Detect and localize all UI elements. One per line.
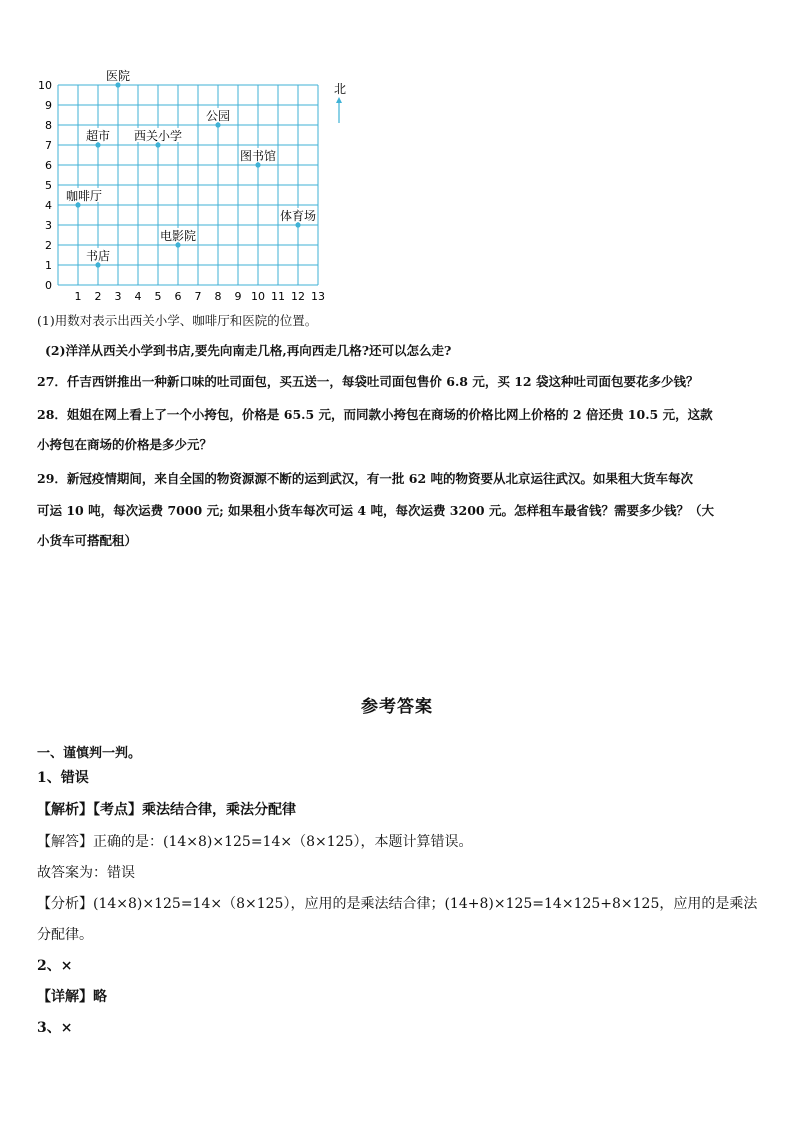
x-tick-label: 13 [311, 290, 325, 303]
answer-2: 2、× [37, 958, 73, 974]
question-29-line-3: 小货车可搭配租） [37, 533, 138, 548]
x-tick-label: 2 [94, 290, 102, 303]
place-point [115, 82, 120, 87]
place-label: 书店 [85, 249, 111, 263]
y-tick-label: 5 [45, 179, 52, 192]
x-tick-label: 10 [251, 290, 265, 303]
y-tick-label: 10 [38, 79, 52, 92]
answer-1-note-line-2: 分配律。 [37, 927, 93, 943]
x-tick-label: 6 [174, 290, 182, 303]
answer-section-title: 参考答案 [361, 697, 433, 717]
place-label: 电影院 [159, 229, 197, 243]
y-tick-label: 7 [45, 139, 52, 152]
y-tick-label: 1 [45, 259, 52, 272]
x-tick-label: 11 [271, 290, 285, 303]
answer-1-analysis: 【解析】【考点】乘法结合律，乘法分配律 [37, 802, 296, 818]
north-arrow-head [336, 97, 342, 103]
y-tick-label: 8 [45, 119, 52, 132]
answer-1-conclusion: 故答案为：错误 [37, 865, 135, 881]
place-point [255, 162, 260, 167]
x-tick-label: 12 [291, 290, 305, 303]
answer-1-solution: 【解答】正确的是：(14×8)×125=14×（8×125），本题计算错误。 [37, 834, 473, 850]
place-label: 图书馆 [239, 149, 277, 163]
place-point [95, 142, 100, 147]
place-label: 咖啡厅 [65, 189, 103, 203]
question-26-part-2: (2)洋洋从西关小学到书店,要先向南走几格,再向西走几格?还可以怎么走? [45, 343, 452, 358]
place-point [175, 242, 180, 247]
y-tick-label: 9 [45, 99, 52, 112]
question-29-line-1: 29．新冠疫情期间，来自全国的物资源源不断的运到武汉，有一批 62 吨的物资要从北京运往武汉。如果租大货车每次 [37, 471, 693, 486]
place-points [65, 68, 317, 268]
answer-section-1-heading: 一、谨慎判一判。 [37, 746, 142, 761]
y-tick-label: 0 [45, 279, 52, 292]
place-label: 体育场 [279, 209, 317, 223]
y-tick-label: 4 [45, 199, 52, 212]
place-point [295, 222, 300, 227]
answer-1: 1、错误 [37, 770, 89, 786]
place-point [75, 202, 80, 207]
y-tick-label: 6 [45, 159, 52, 172]
y-tick-label: 3 [45, 219, 52, 232]
north-arrow [334, 82, 346, 123]
place-label: 超市 [85, 129, 111, 143]
question-26-part-1: (1)用数对表示出西关小学、咖啡厅和医院的位置。 [37, 313, 318, 328]
x-tick-label: 7 [194, 290, 202, 303]
place-point [155, 142, 160, 147]
answer-2-detail: 【详解】略 [37, 989, 107, 1005]
question-27: 27．仟吉西饼推出一种新口味的吐司面包，买五送一，每袋吐司面包售价 6.8 元，买 12 袋这种吐司面包要花多少钱？ [37, 374, 699, 389]
question-28-line-2: 小挎包在商场的价格是多少元？ [37, 437, 213, 452]
y-tick-label: 2 [45, 239, 52, 252]
answer-1-note-line-1: 【分析】(14×8)×125=14×（8×125），应用的是乘法结合律；(14+8)×125=14×125+8×125，应用的是乘法 [37, 896, 758, 912]
coordinate-grid [30, 69, 360, 308]
answer-3: 3、× [37, 1020, 73, 1036]
x-tick-label: 5 [154, 290, 162, 303]
x-tick-label: 4 [134, 290, 142, 303]
x-tick-label: 8 [214, 290, 222, 303]
place-point [215, 122, 220, 127]
question-28-line-1: 28．姐姐在网上看上了一个小挎包，价格是 65.5 元，而同款小挎包在商场的价格比网上价格的 2 倍还贵 10.5 元，这款 [37, 407, 713, 422]
y-axis-tick-labels [38, 79, 52, 292]
x-tick-label: 1 [74, 290, 82, 303]
north-label: 北 [334, 82, 347, 96]
x-tick-label: 9 [234, 290, 242, 303]
x-axis-tick-labels [75, 290, 326, 303]
question-29-line-2: 可运 10 吨，每次运费 7000 元; 如果租小货车每次可运 4 吨，每次运费 3200 元。怎样租车最省钱？需要多少钱？（大 [37, 503, 714, 518]
place-point [95, 262, 100, 267]
place-label: 公园 [205, 109, 231, 123]
x-tick-label: 3 [114, 290, 122, 303]
place-label: 西关小学 [133, 129, 183, 143]
place-label: 医院 [105, 69, 131, 83]
